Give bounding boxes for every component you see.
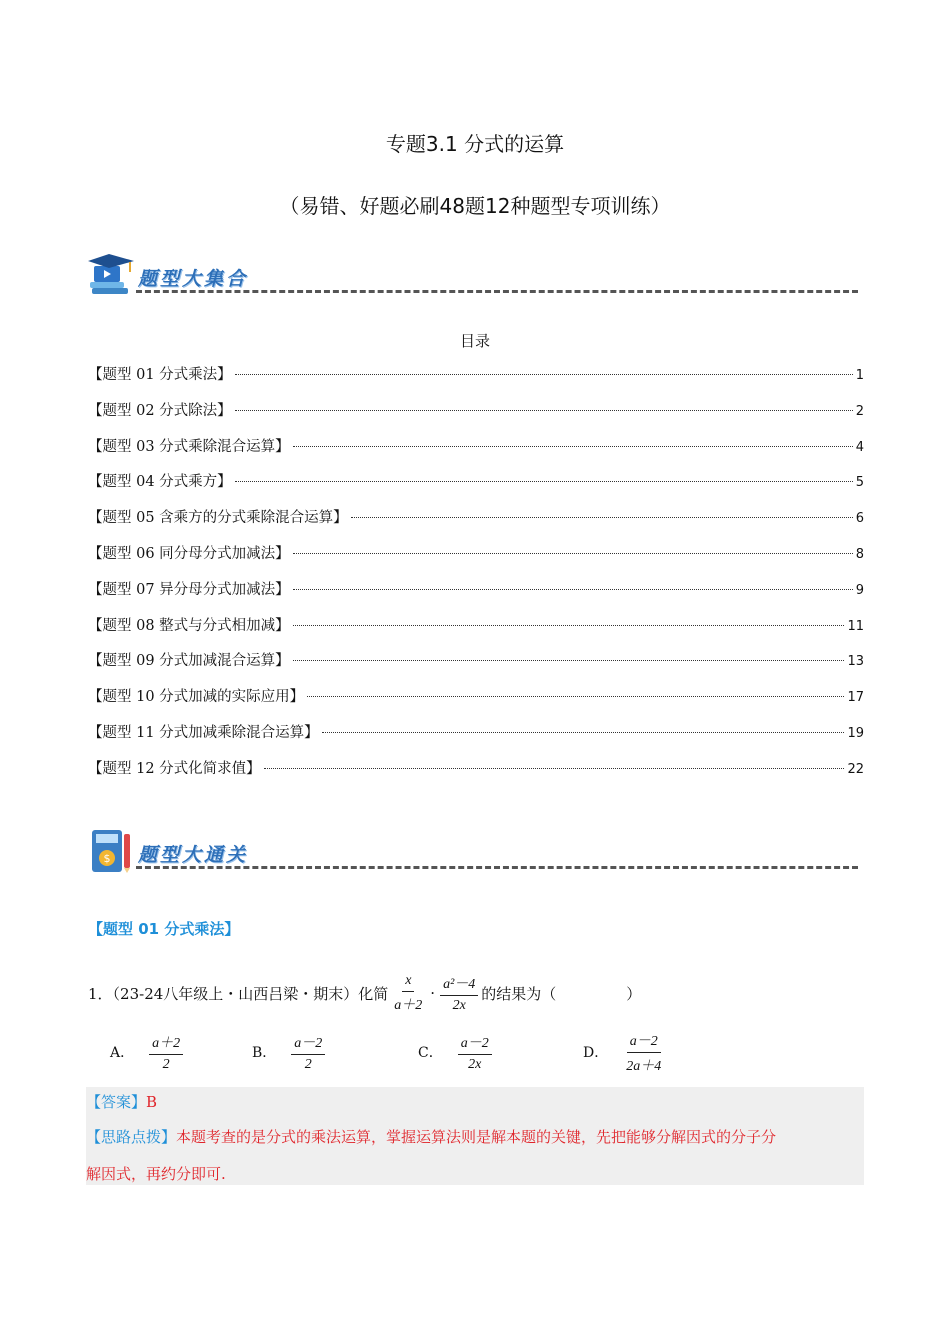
fraction-1: $\frac{x}{a+2}$ bbox=[394, 972, 423, 1013]
banner-divider bbox=[136, 866, 858, 869]
toc-item-11[interactable]: 【题型 11 分式加减乘除混合运算】 19 bbox=[88, 724, 864, 741]
table-of-contents bbox=[88, 363, 864, 793]
toc-item-02[interactable]: 【题型 02 分式除法】 2 bbox=[88, 402, 864, 419]
option-c[interactable]: C． $\frac{a-2}{2x}$ bbox=[418, 1028, 495, 1076]
answer-options bbox=[110, 1028, 810, 1076]
option-d[interactable]: D． $\frac{a-2}{2a+4}$ bbox=[583, 1028, 667, 1076]
toc-item-01[interactable]: 【题型 01 分式乘法】 1 bbox=[88, 367, 864, 383]
option-b[interactable]: B． $\frac{a-2}{2}$ bbox=[252, 1028, 328, 1076]
banner-divider bbox=[136, 290, 858, 293]
toc-item-07[interactable]: 【题型 07 异分母分式加减法】 9 bbox=[88, 581, 864, 598]
banner-pass-label: 题型大通关 bbox=[138, 844, 249, 866]
calculator-coin-icon bbox=[88, 828, 134, 874]
hint-line-1: 【思路点拨】本题考查的是分式的乘法运算，掌握运算法则是解本题的关键，先把能够分解因式的分子分 bbox=[86, 1128, 777, 1146]
toc-item-08[interactable]: 【题型 08 整式与分式相加减】 11 bbox=[88, 617, 864, 634]
svg-text:$: $ bbox=[103, 852, 111, 865]
books-graduation-cap-icon bbox=[88, 252, 134, 298]
document-subtitle: （易错、好题必刷48题12种题型专项训练） bbox=[279, 194, 671, 218]
toc-item-12[interactable]: 【题型 12 分式化简求值】 22 bbox=[88, 760, 864, 777]
document-title: 专题3.1 分式的运算 bbox=[385, 132, 565, 156]
toc-item-10[interactable]: 【题型 10 分式加减的实际应用】 17 bbox=[88, 689, 864, 706]
toc-item-09[interactable]: 【题型 09 分式加减混合运算】 13 bbox=[88, 653, 864, 670]
fraction-2: $\frac{\text{a²－4}}{2x}$ bbox=[440, 973, 478, 1014]
banner-pass bbox=[88, 828, 858, 876]
answer-section bbox=[86, 1087, 864, 1185]
toc-item-04[interactable]: 【题型 04 分式乘方】 5 bbox=[88, 474, 864, 491]
answer-line: 【答案】B bbox=[86, 1093, 158, 1111]
banner-collection-label: 题型大集合 bbox=[138, 268, 249, 290]
banner-collection bbox=[88, 252, 858, 300]
toc-item-05[interactable]: 【题型 05 含乘方的分式乘除混合运算】 6 bbox=[88, 510, 864, 527]
section-heading: 【题型 01 分式乘法】 bbox=[88, 920, 240, 938]
option-a[interactable]: A． $\frac{a+2}{2}$ bbox=[110, 1028, 186, 1076]
question-stem: 1．（23-24八年级上・山西吕梁・期末）化简 $\frac{x}{a+2}$ · $\frac{\text{a²－4}}{2x}$ 的结果为（ ） bbox=[88, 972, 642, 1013]
hint-line-2: 解因式，再约分即可. bbox=[86, 1165, 226, 1183]
toc-item-03[interactable]: 【题型 03 分式乘除混合运算】 4 bbox=[88, 438, 864, 455]
toc-item-06[interactable]: 【题型 06 同分母分式加减法】 8 bbox=[88, 545, 864, 562]
toc-heading: 目录 bbox=[459, 332, 490, 350]
